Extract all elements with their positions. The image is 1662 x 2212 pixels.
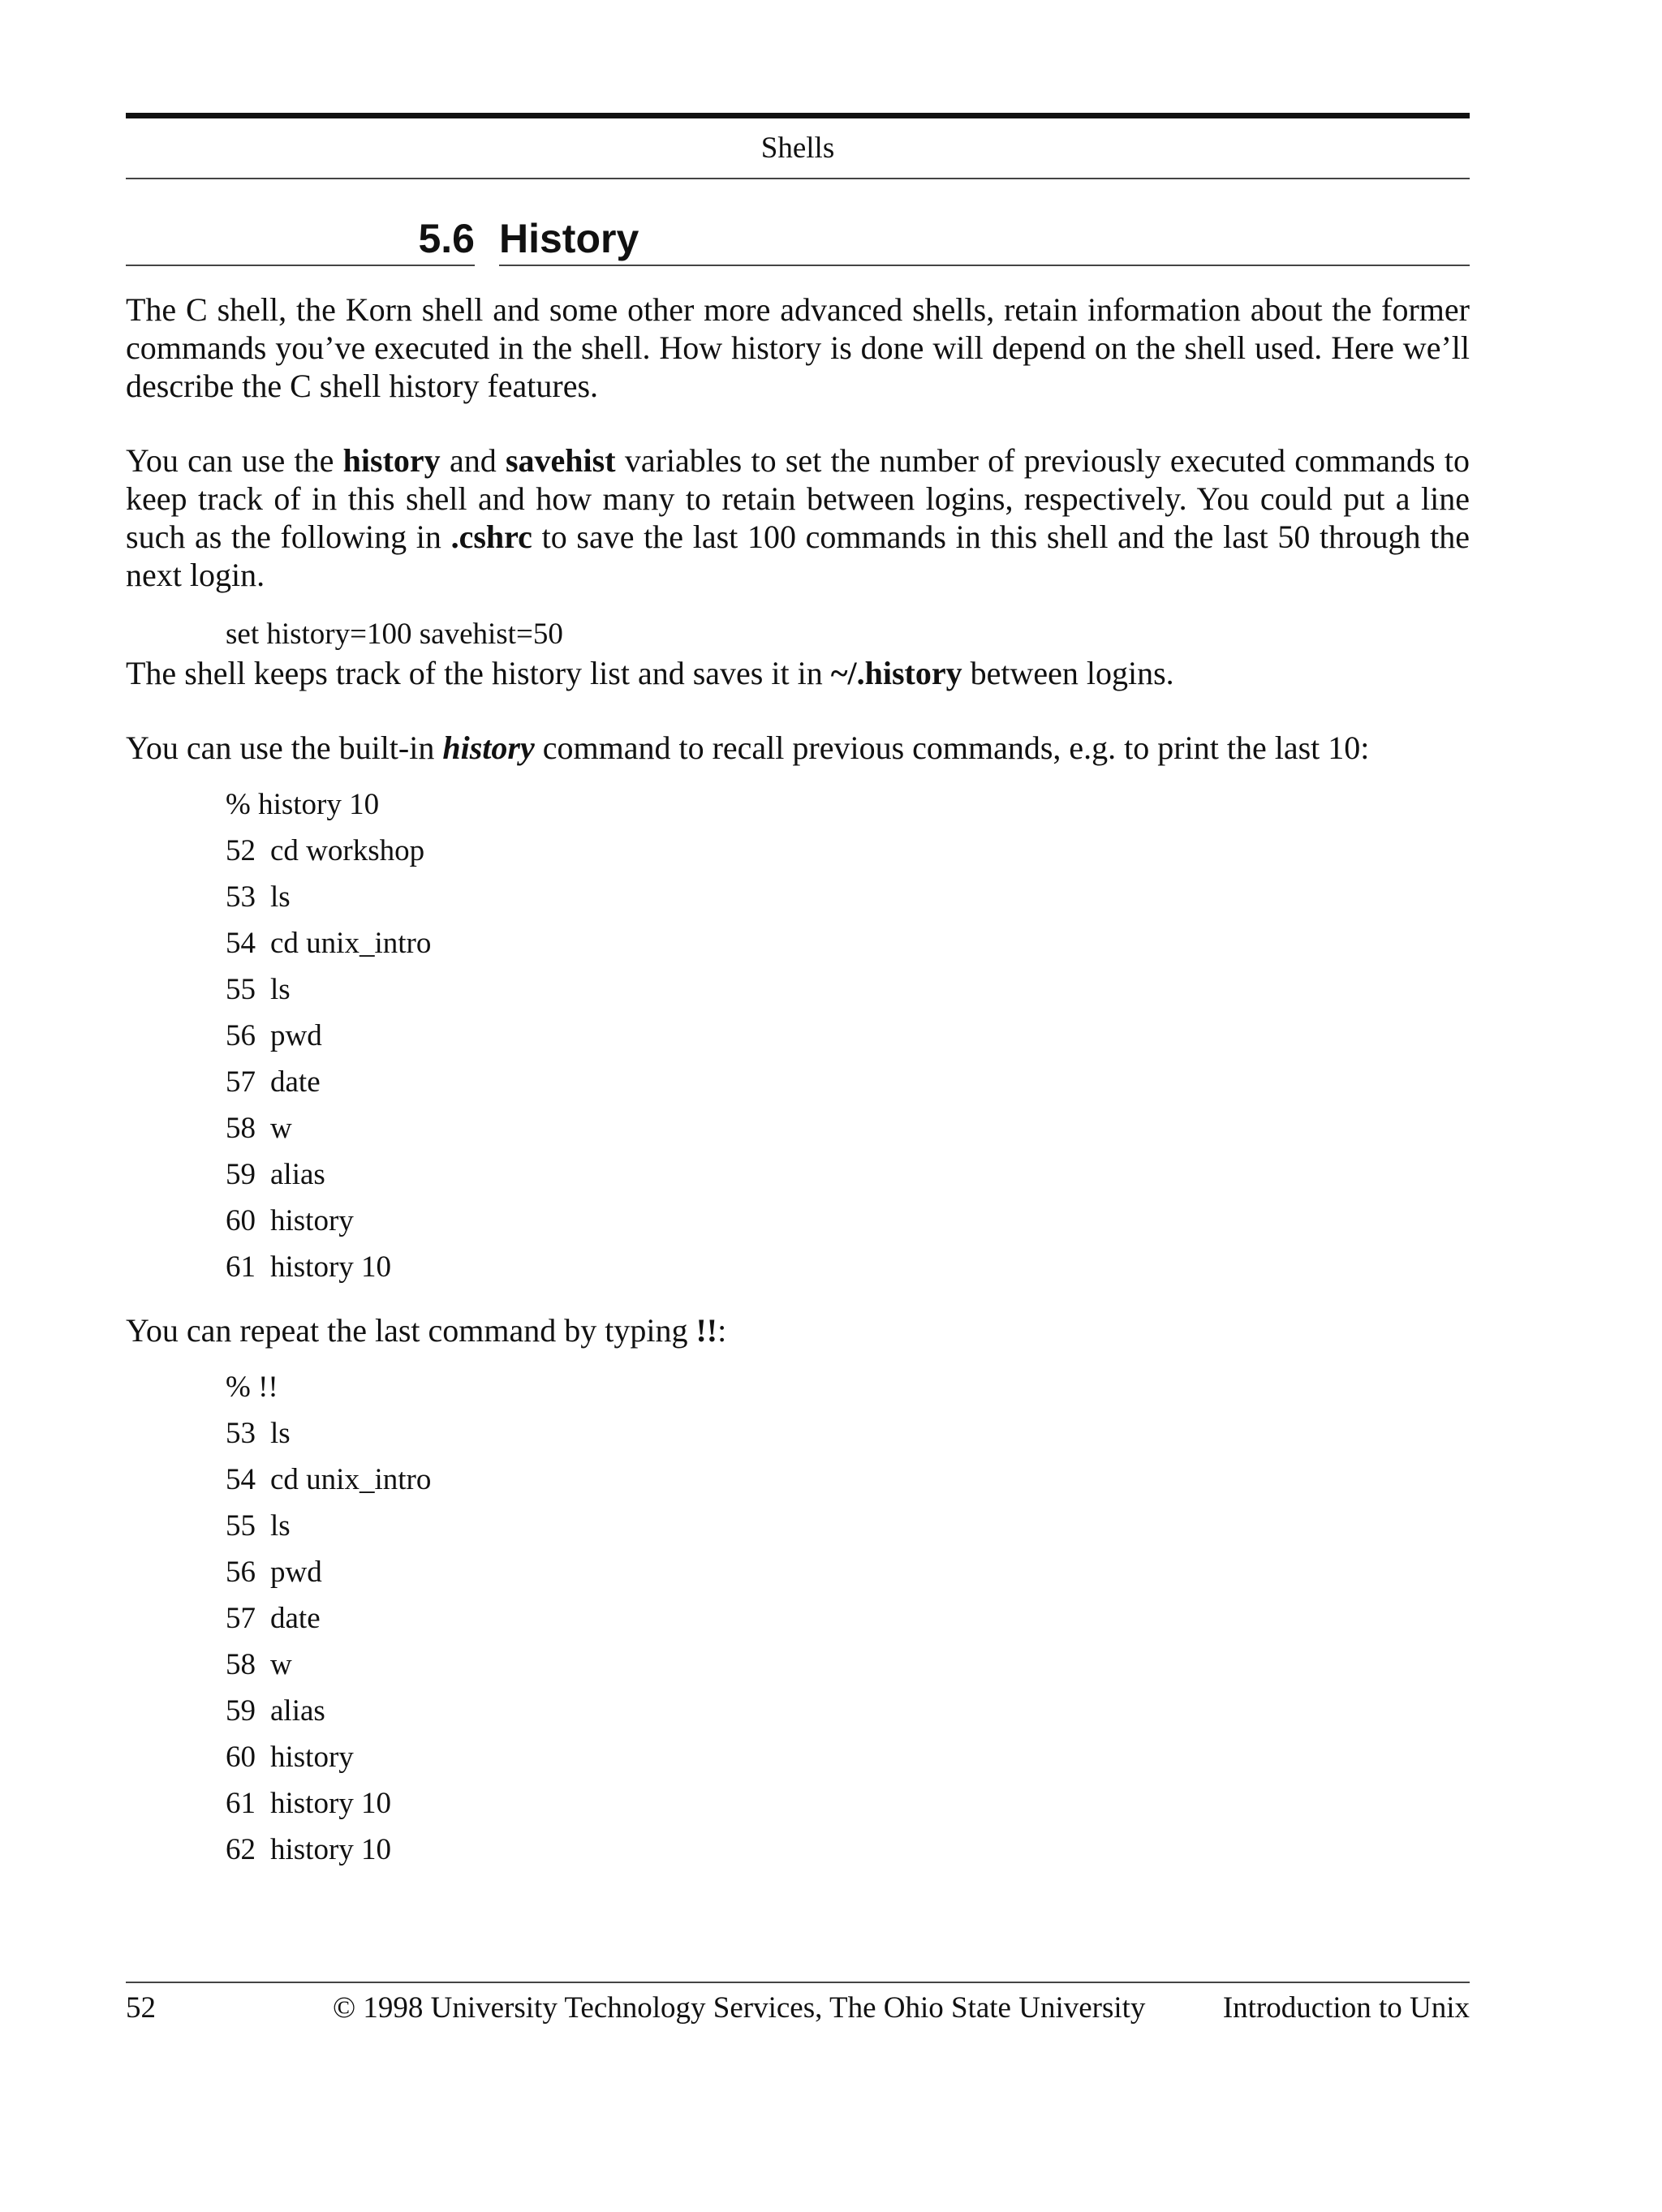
code-set-history: set history=100 savehist=50 <box>226 618 563 651</box>
list-item: 53 ls <box>226 880 291 914</box>
list-item: 55 ls <box>226 973 291 1006</box>
list-item: 59 alias <box>226 1694 325 1728</box>
list-item: 52 cd workshop <box>226 834 425 867</box>
footer-rule <box>126 1982 1470 1983</box>
list-item: 62 history 10 <box>226 1833 392 1866</box>
header-top-rule <box>126 113 1470 118</box>
list-item: 53 ls <box>226 1417 291 1450</box>
list-item: 54 cd unix_intro <box>226 1463 432 1496</box>
list-item: 57 date <box>226 1602 321 1635</box>
paragraph-intro: The C shell, the Korn shell and some other more advanced shells, retain information about the former commands you’ve executed in the shell. How history is done will depend on the shell used. Here we’ll describe the C shell history features. <box>126 291 1470 404</box>
list-item: 56 pwd <box>226 1556 322 1589</box>
copyright-notice: © 1998 University Technology Services, The Ohio State University <box>333 1991 1146 2025</box>
paragraph-history-command: You can use the built-in history command to recall previous commands, e.g. to print the last 10: <box>126 729 1370 766</box>
book-title: Introduction to Unix <box>1222 1991 1470 2025</box>
section-title: History <box>499 216 639 261</box>
running-head: Shells <box>760 131 835 165</box>
history-listing <box>226 781 431 1290</box>
list-item: 60 history <box>226 1204 354 1237</box>
term-history-file: ~/.history <box>830 655 962 691</box>
list-item: 57 date <box>226 1065 321 1099</box>
heading-rule-left <box>126 265 475 266</box>
repeat-listing <box>226 1364 431 1873</box>
header-bottom-rule <box>126 178 1470 179</box>
list-item: 60 history <box>226 1741 354 1774</box>
paragraph-repeat: You can repeat the last command by typing !!: <box>126 1312 727 1349</box>
term-savehist: savehist <box>505 442 616 479</box>
page-number: 52 <box>126 1991 156 2025</box>
heading-rule-right <box>499 265 1470 266</box>
list-item: 54 cd unix_intro <box>226 927 432 960</box>
paragraph-variables: You can use the history and savehist variables to set the number of previously executed commands to keep track of in this shell and how many to retain between logins, respectively. You could put a line such as the following in .cshrc to save the last 100 commands in this shell and the last 50 through the next login. <box>126 442 1470 593</box>
term-history-command: history <box>442 729 535 766</box>
listing-prompt: % history 10 <box>226 788 380 821</box>
list-item: 58 w <box>226 1112 292 1145</box>
paragraph-history-file: The shell keeps track of the history list and saves it in ~/.history between logins. <box>126 655 1174 691</box>
list-item: 59 alias <box>226 1158 325 1191</box>
term-bang-bang: !! <box>695 1312 718 1349</box>
term-history: history <box>342 442 441 479</box>
list-item: 58 w <box>226 1648 292 1681</box>
list-item: 56 pwd <box>226 1019 322 1052</box>
section-number: 5.6 <box>418 216 475 261</box>
listing-prompt: % !! <box>226 1371 278 1404</box>
list-item: 61 history 10 <box>226 1250 392 1284</box>
list-item: 61 history 10 <box>226 1787 392 1820</box>
term-cshrc: .cshrc <box>450 519 532 555</box>
section-heading <box>126 210 1470 267</box>
list-item: 55 ls <box>226 1509 291 1543</box>
